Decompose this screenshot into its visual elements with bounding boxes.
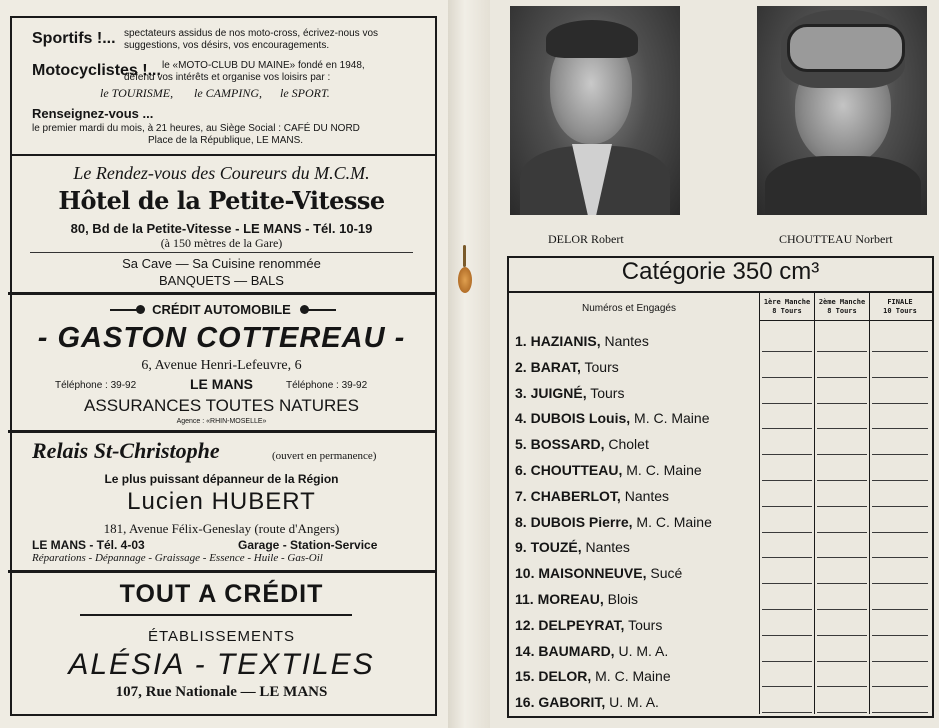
score-cell-line — [872, 377, 928, 378]
col2-header-line1: 2ème Manche — [818, 298, 866, 306]
score-cell-line — [817, 661, 867, 662]
motocyclistes-heading: Motocyclistes !... — [32, 62, 161, 79]
entry-name: DUBOIS Louis, — [530, 410, 631, 426]
score-cell-line — [872, 506, 928, 507]
entry-club: M. C. Maine — [636, 514, 712, 530]
score-cell-line — [762, 712, 812, 713]
score-cell-line — [762, 377, 812, 378]
entry-name: DELPEYRAT, — [538, 617, 625, 633]
score-cell-line — [872, 428, 928, 429]
entry-club: Blois — [607, 591, 638, 607]
entry-name: MOREAU, — [537, 591, 604, 607]
entry-club: M. C. Maine — [626, 462, 702, 478]
alesia-headline: TOUT A CRÉDIT — [119, 580, 324, 608]
table-row — [515, 539, 630, 555]
entry-number: 1. — [515, 333, 527, 349]
entry-name: CHABERLOT, — [530, 488, 621, 504]
entry-name: HAZIANIS, — [530, 333, 601, 349]
relais-person: Lucien HUBERT — [127, 488, 316, 515]
entry-club: Tours — [628, 617, 663, 633]
activity-tourisme: le TOURISME, — [100, 86, 174, 100]
score-cell-line — [762, 480, 812, 481]
moto-text-1: le «MOTO-CLUB DU MAINE» fondé en 1948, — [162, 60, 365, 71]
table-row — [515, 333, 649, 349]
photo-chouteau — [757, 6, 927, 215]
col-divider-3 — [869, 293, 870, 714]
alesia-address: 107, Rue Nationale — LE MANS — [115, 684, 328, 700]
score-cell-line — [762, 609, 812, 610]
entry-name: TOUZÉ, — [530, 539, 582, 555]
ads-outer-border — [10, 16, 437, 716]
score-cell-line — [872, 686, 928, 687]
entry-number: 3. — [515, 385, 527, 401]
table-row — [515, 488, 669, 504]
score-cell-line — [872, 712, 928, 713]
hotel-note: (à 150 mètres de la Gare) — [160, 236, 283, 250]
score-cell-line — [817, 403, 867, 404]
entry-name: GABORIT, — [538, 694, 606, 710]
relais-open: (ouvert en permanence) — [272, 450, 377, 462]
entry-club: Sucé — [650, 565, 683, 581]
activity-camping: le CAMPING, — [194, 86, 262, 100]
hotel-tagline: Le Rendez-vous des Coureurs du M.C.M. — [73, 163, 370, 183]
table-row — [515, 436, 649, 452]
entry-number: 15. — [515, 668, 535, 684]
relais-city-tel: LE MANS - Tél. 4-03 — [32, 538, 145, 552]
entry-name: BAUMARD, — [538, 643, 615, 659]
sportifs-text-1: spectateurs assidus de nos moto-cross, écrivez-nous vos — [124, 28, 378, 39]
renseignez-text-2: Place de la République, LE MANS. — [148, 135, 304, 146]
score-cell-line — [872, 609, 928, 610]
score-cell-line — [762, 351, 812, 352]
score-cell-line — [872, 351, 928, 352]
entry-number: 11. — [515, 591, 534, 607]
score-cell-line — [872, 635, 928, 636]
score-cell-line — [762, 403, 812, 404]
relais-slogan: Le plus puissant dépanneur de la Région — [104, 472, 339, 486]
entry-number: 10. — [515, 565, 535, 581]
credit-address: 6, Avenue Henri-Lefeuvre, 6 — [141, 358, 302, 373]
entry-club: Tours — [590, 385, 625, 401]
table-row — [515, 410, 710, 426]
moto-text-2: défend vos intérêts et organise vos loisirs par : — [124, 72, 331, 83]
table-row — [515, 462, 702, 478]
entry-number: 8. — [515, 514, 527, 530]
table-row — [515, 359, 619, 375]
col1-header-line1: 1ère Manche — [763, 298, 811, 306]
score-cell-line — [762, 635, 812, 636]
entry-name: CHOUTTEAU, — [530, 462, 623, 478]
score-cell-line — [762, 686, 812, 687]
entry-club: Nantes — [604, 333, 649, 349]
relais-address: 181, Avenue Félix-Geneslay (route d'Angers) — [103, 521, 340, 536]
caption-delor: DELOR Robert — [548, 232, 624, 246]
entry-number: 7. — [515, 488, 527, 504]
score-cell-line — [762, 557, 812, 558]
entry-name: MAISONNEUVE, — [538, 565, 647, 581]
alesia-name: ALÉSIA - TEXTILES — [68, 648, 375, 681]
credit-assurances: ASSURANCES TOUTES NATURES — [84, 396, 359, 415]
entry-number: 4. — [515, 410, 527, 426]
col3-header-line2: 10 Tours — [883, 307, 917, 315]
score-cell-line — [817, 583, 867, 584]
credit-header: CRÉDIT AUTOMOBILE — [152, 302, 291, 317]
table-row — [515, 694, 659, 710]
credit-tel-left: Téléphone : 39-92 — [55, 380, 137, 391]
table-row — [515, 385, 624, 401]
score-cell-line — [872, 403, 928, 404]
renseignez-text-1: le premier mardi du mois, à 21 heures, au Siège Social : CAFÉ DU NORD — [32, 123, 360, 134]
score-cell-line — [762, 454, 812, 455]
entry-club: Nantes — [585, 539, 630, 555]
col1-header-line2: 8 Tours — [772, 307, 802, 315]
score-cell-line — [817, 635, 867, 636]
score-cell-line — [817, 532, 867, 533]
table-row — [515, 514, 712, 530]
entry-club: Nantes — [624, 488, 670, 504]
score-cell-line — [817, 609, 867, 610]
credit-city: LE MANS — [190, 376, 253, 392]
entry-club: M. C. Maine — [595, 668, 671, 684]
score-cell-line — [817, 428, 867, 429]
score-cell-line — [817, 351, 867, 352]
col-divider-2 — [814, 293, 815, 714]
category-title: Catégorie 350 cm³ — [621, 258, 820, 285]
relais-services: Réparations - Dépannage - Graissage - Essence - Huile - Gas-Oil — [32, 552, 323, 564]
entry-number: 2. — [515, 359, 527, 375]
activity-sport: le SPORT. — [280, 86, 330, 100]
alesia-etab: ÉTABLISSEMENTS — [147, 628, 296, 645]
renseignez-heading: Renseignez-vous ... — [32, 106, 154, 121]
score-cell-line — [817, 480, 867, 481]
table-row — [515, 617, 662, 633]
score-cell-line — [872, 532, 928, 533]
col2-header-line2: 8 Tours — [827, 307, 857, 315]
relais-name: Relais St-Christophe — [32, 438, 220, 463]
relais-garage: Garage - Station-Service — [238, 538, 378, 552]
score-cell-line — [817, 454, 867, 455]
credit-name: - GASTON COTTEREAU - — [37, 322, 406, 354]
staple — [458, 245, 472, 295]
table-row — [515, 668, 671, 684]
score-cell-line — [872, 454, 928, 455]
entry-club: U. M. A. — [609, 694, 659, 710]
entry-number: 16. — [515, 694, 535, 710]
entry-name: JUIGNÉ, — [530, 385, 587, 401]
entry-name: BOSSARD, — [530, 436, 605, 452]
entry-number: 14. — [515, 643, 535, 659]
score-cell-line — [817, 506, 867, 507]
score-cell-line — [872, 583, 928, 584]
score-cell-line — [817, 557, 867, 558]
book-gutter — [448, 0, 490, 728]
score-cell-line — [762, 532, 812, 533]
photo-delor — [510, 6, 680, 215]
entry-club: Tours — [584, 359, 619, 375]
entry-club: U. M. A. — [618, 643, 669, 659]
score-cell-line — [872, 661, 928, 662]
col-entrants-header: Numéros et Engagés — [582, 303, 676, 314]
header-row-rule — [759, 320, 932, 321]
entry-name: DUBOIS Pierre, — [530, 514, 633, 530]
table-row — [515, 565, 682, 581]
hotel-banquets: BANQUETS — BALS — [159, 273, 284, 288]
sportifs-text-2: suggestions, vos désirs, vos encouragements. — [124, 40, 330, 51]
score-cell-line — [872, 480, 928, 481]
entry-number: 9. — [515, 539, 527, 555]
hotel-address: 80, Bd de la Petite-Vitesse - LE MANS - Tél. 10-19 — [70, 221, 373, 236]
credit-agence: Agence : «RHIN-MOSELLE» — [176, 418, 267, 425]
col-divider-1 — [759, 293, 760, 714]
entry-number: 6. — [515, 462, 527, 478]
table-row — [515, 591, 638, 607]
table-row — [515, 643, 668, 659]
col3-header-line1: FINALE — [887, 298, 913, 306]
entry-number: 5. — [515, 436, 527, 452]
score-cell-line — [762, 506, 812, 507]
entry-club: Cholet — [608, 436, 649, 452]
score-cell-line — [817, 377, 867, 378]
score-cell-line — [762, 661, 812, 662]
sportifs-heading: Sportifs !... — [32, 30, 116, 47]
entry-name: DELOR, — [538, 668, 592, 684]
credit-tel-right: Téléphone : 39-92 — [286, 380, 368, 391]
score-cell-line — [817, 686, 867, 687]
caption-chouteau: CHOUTTEAU Norbert — [779, 232, 893, 246]
score-cell-line — [762, 583, 812, 584]
entry-club: M. C. Maine — [634, 410, 710, 426]
score-cell-line — [872, 557, 928, 558]
hotel-name: Hôtel de la Petite-Vitesse — [58, 186, 385, 215]
entry-name: BARAT, — [530, 359, 581, 375]
score-cell-line — [817, 712, 867, 713]
score-cell-line — [762, 428, 812, 429]
hotel-cave: Sa Cave — Sa Cuisine renommée — [122, 256, 321, 271]
entry-number: 12. — [515, 617, 535, 633]
